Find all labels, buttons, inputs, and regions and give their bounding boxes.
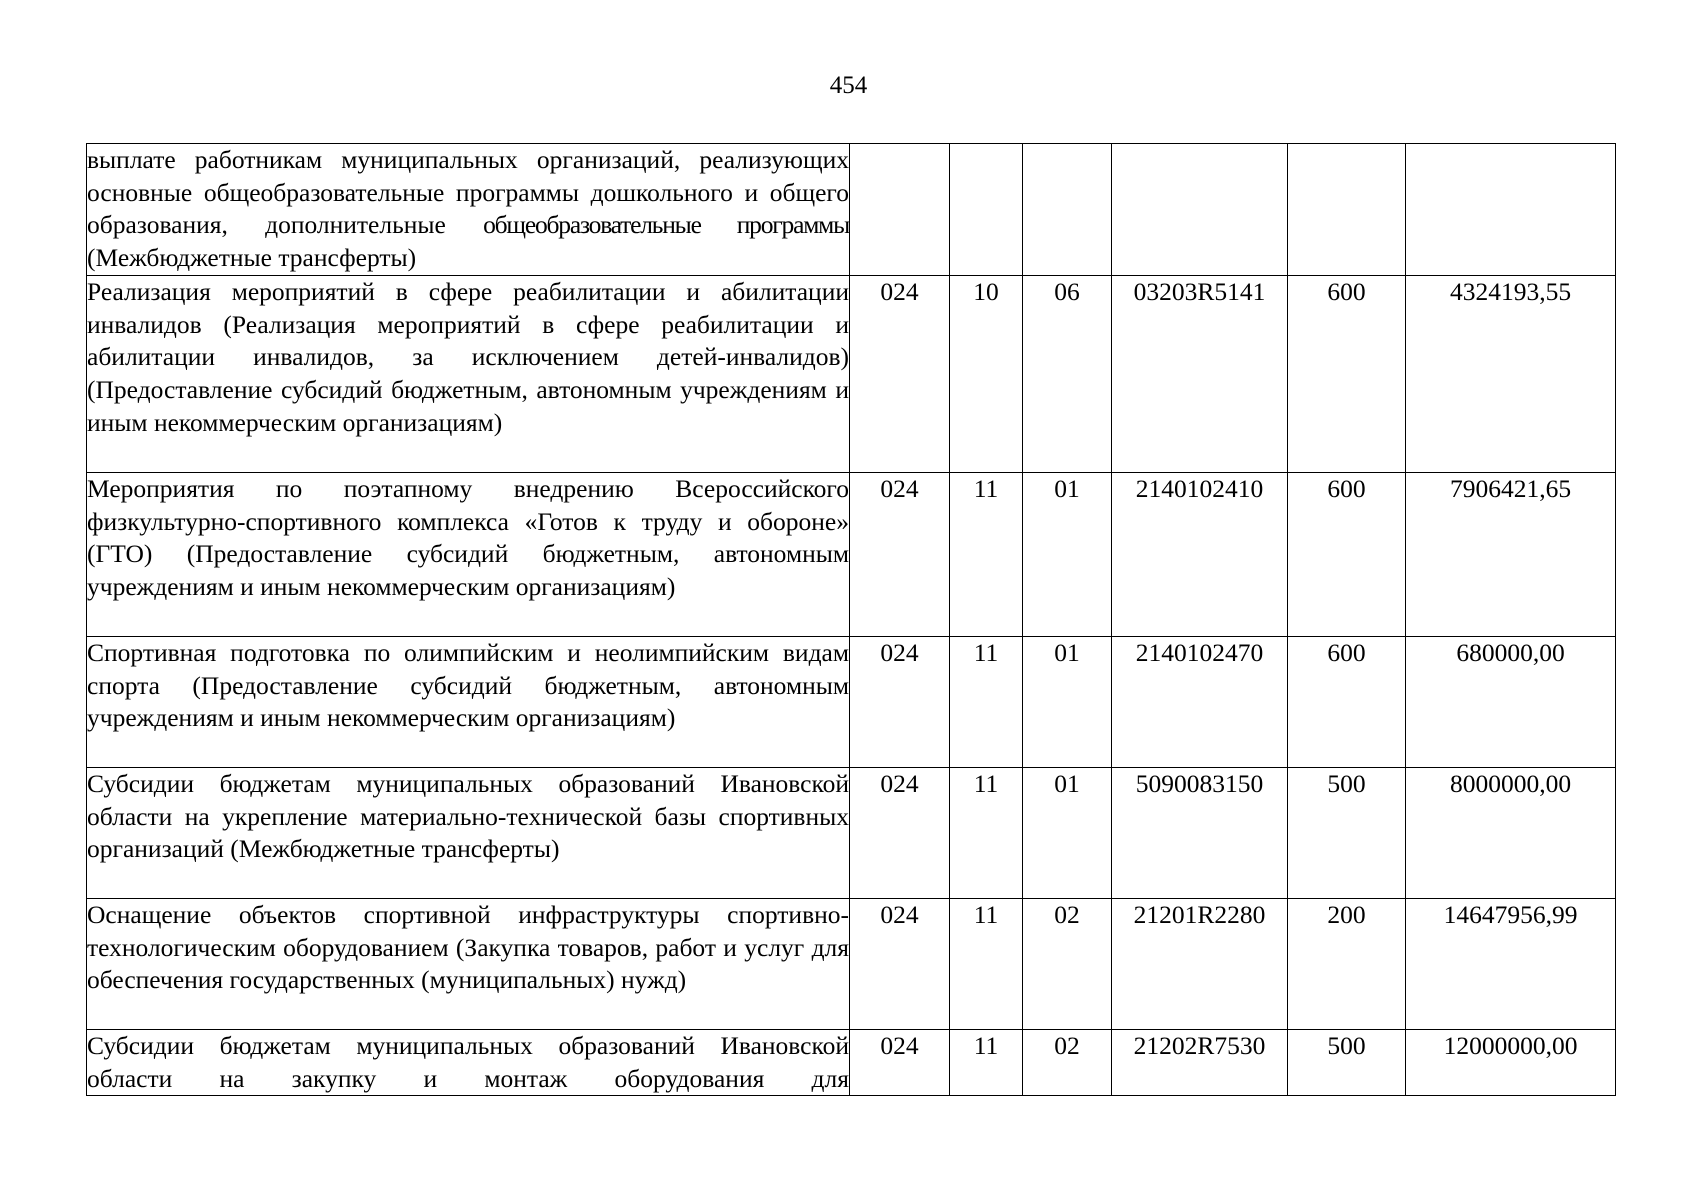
table-row (87, 144, 1616, 276)
cell-sum: 680000,00 (1406, 636, 1616, 767)
cell-csr: 2140102410 (1112, 472, 1288, 636)
cell-gr: 024 (850, 636, 950, 767)
table-row (87, 898, 1616, 1029)
cell-vr (1288, 144, 1406, 276)
cell-vr: 500 (1288, 767, 1406, 898)
cell-gr: 024 (850, 472, 950, 636)
cell-gr: 024 (850, 275, 950, 472)
description-text-condensed: общеобразовательные программы (483, 210, 850, 240)
cell-rz: 11 (950, 898, 1023, 1029)
page-number: 454 (829, 72, 868, 99)
cell-gr (850, 144, 950, 276)
cell-vr: 600 (1288, 275, 1406, 472)
cell-csr: 03203R5141 (1112, 275, 1288, 472)
cell-gr: 024 (850, 1029, 950, 1095)
table-row (87, 636, 1616, 767)
cell-sum: 8000000,00 (1406, 767, 1616, 898)
cell-vr: 600 (1288, 636, 1406, 767)
table-row (87, 767, 1616, 898)
cell-pr: 01 (1023, 636, 1112, 767)
table-row (87, 1029, 1616, 1095)
cell-rz: 11 (950, 1029, 1023, 1095)
row-description: Субсидии бюджетам муниципальных образований Ивановской области на закупку и монтаж оборудования для (87, 1029, 850, 1095)
cell-vr: 600 (1288, 472, 1406, 636)
cell-csr: 21201R2280 (1112, 898, 1288, 1029)
cell-pr: 02 (1023, 1029, 1112, 1095)
row-description: Реализация мероприятий в сфере реабилитации и абилитации инвалидов (Реализация мероприятий в сфере реабилитации и абилитации инвалидов, за исключением детей-инвалидов) (Предоставление субсидий бюджетным, автономным учреждениям и иным некоммерческим организациям) (87, 275, 850, 472)
cell-rz: 11 (950, 767, 1023, 898)
table-row (87, 472, 1616, 636)
cell-rz (950, 144, 1023, 276)
cell-csr (1112, 144, 1288, 276)
cell-sum: 4324193,55 (1406, 275, 1616, 472)
row-description: Мероприятия по поэтапному внедрению Всероссийского физкультурно-спортивного комплекса «Готов к труду и обороне» (ГТО) (Предоставление субсидий бюджетным, автономным учреждениям и иным некоммерческим организациям) (87, 472, 850, 636)
cell-csr: 2140102470 (1112, 636, 1288, 767)
budget-table (86, 143, 1616, 1096)
cell-sum (1406, 144, 1616, 276)
description-text: выплате работникам муниципальных организаций, реализующих основные общеобразовательные программы дошкольного и общего образования, дополнительные (87, 145, 849, 240)
cell-sum: 7906421,65 (1406, 472, 1616, 636)
cell-csr: 21202R7530 (1112, 1029, 1288, 1095)
cell-gr: 024 (850, 898, 950, 1029)
cell-rz: 11 (950, 636, 1023, 767)
cell-pr (1023, 144, 1112, 276)
cell-pr: 02 (1023, 898, 1112, 1029)
cell-rz: 10 (950, 275, 1023, 472)
description-text-tail: (Межбюджетные трансферты) (87, 243, 417, 273)
cell-pr: 01 (1023, 767, 1112, 898)
row-description: Оснащение объектов спортивной инфраструктуры спортивно-технологическим оборудованием (Закупка товаров, работ и услуг для обеспечения государственных (муниципальных) нужд) (87, 898, 850, 1029)
cell-vr: 500 (1288, 1029, 1406, 1095)
row-description (87, 144, 850, 276)
cell-pr: 06 (1023, 275, 1112, 472)
cell-gr: 024 (850, 767, 950, 898)
row-description: Спортивная подготовка по олимпийским и неолимпийским видам спорта (Предоставление субсидий бюджетным, автономным учреждениям и иным некоммерческим организациям) (87, 636, 850, 767)
row-description: Субсидии бюджетам муниципальных образований Ивановской области на укрепление материально-технической базы спортивных организаций (Межбюджетные трансферты) (87, 767, 850, 898)
cell-rz: 11 (950, 472, 1023, 636)
cell-vr: 200 (1288, 898, 1406, 1029)
cell-pr: 01 (1023, 472, 1112, 636)
table-row (87, 275, 1616, 472)
cell-sum: 14647956,99 (1406, 898, 1616, 1029)
cell-sum: 12000000,00 (1406, 1029, 1616, 1095)
cell-csr: 5090083150 (1112, 767, 1288, 898)
